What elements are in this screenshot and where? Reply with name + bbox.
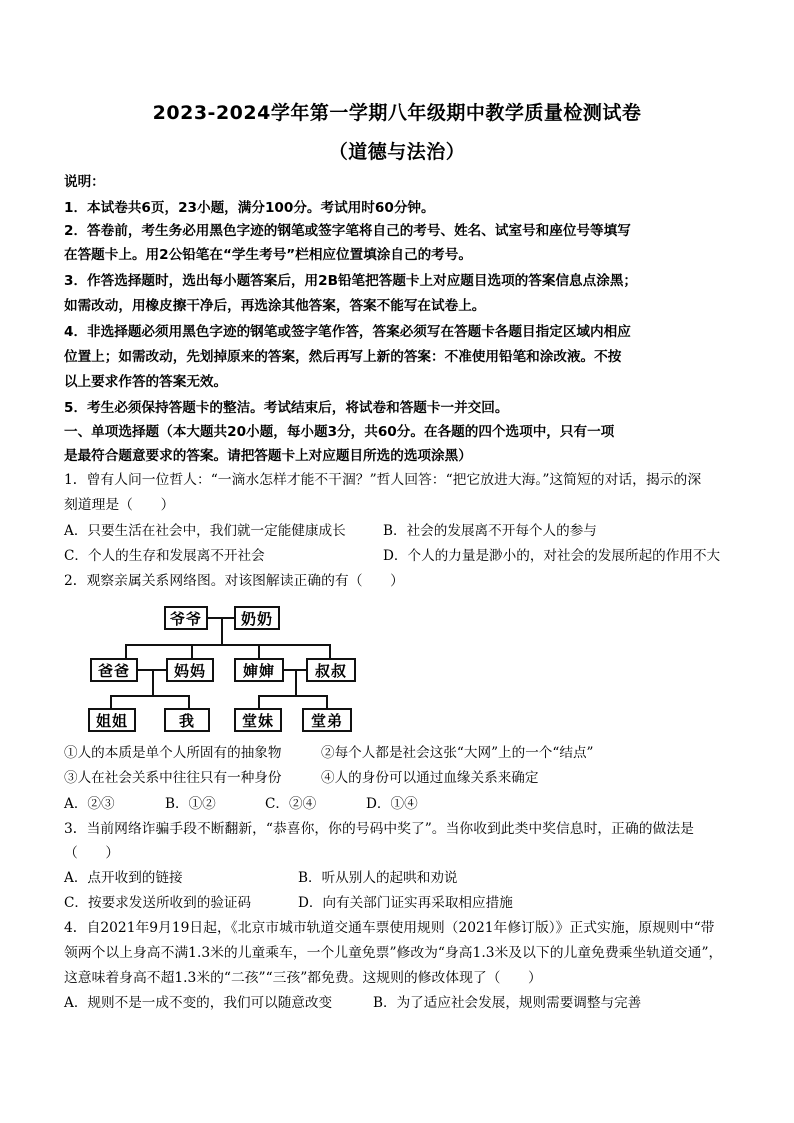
tree-connector — [221, 618, 223, 645]
q2-option-d: D．①④ — [366, 796, 418, 812]
q1-option-d: D．个人的力量是渺小的，对社会的发展所起的作用不大 — [383, 548, 721, 564]
question-1-stem: 1．曾有人问一位哲人：“一滴水怎样才能不干涸？”哲人回答：“把它放进大海。”这简短的对话，揭示的深 — [64, 472, 702, 488]
node-grandma: 奶奶 — [234, 606, 280, 630]
question-4-stem: 领两个以上身高不满1.3米的儿童乘车，一个儿童免票”修改为“身高1.3米及以下的儿童免费乘坐轨道交通”， — [64, 945, 723, 961]
tree-connector — [110, 695, 112, 709]
instruction-line: 1．本试卷共6页，23小题，满分100分。考试用时60分钟。 — [64, 200, 435, 216]
q2-option-c: C．②④ — [265, 796, 317, 812]
instructions-label: 说明： — [64, 174, 105, 190]
tree-connector — [258, 695, 260, 709]
tree-connector — [125, 644, 329, 646]
node-grandpa: 爷爷 — [164, 606, 208, 630]
q3-option-c: C．按要求发送所收到的验证码 — [64, 895, 252, 911]
tree-connector — [258, 644, 260, 658]
instruction-line: 位置上；如需改动，先划掉原来的答案，然后再写上新的答案：不准使用铅笔和涂改液。不按 — [64, 349, 622, 365]
q1-option-c: C．个人的生存和发展离不开社会 — [64, 548, 265, 564]
tree-connector — [191, 644, 193, 658]
node-mom: 妈妈 — [166, 658, 214, 682]
tree-connector — [125, 644, 127, 658]
question-4-stem: 这意味着身高不超1.3米的“二孩”“三孩”都免费。这规则的修改体现了（ ） — [64, 970, 542, 986]
exam-subject: （道德与法治） — [328, 141, 466, 163]
node-uncle: 叔叔 — [306, 658, 356, 682]
q3-option-b: B．听从别人的起哄和劝说 — [298, 870, 458, 886]
instruction-line: 在答题卡上。用2公铅笔在“学生考号”栏相应位置填涂自己的考号。 — [64, 247, 472, 263]
node-cousin-brother: 堂弟 — [302, 708, 352, 732]
q1-option-b: B．社会的发展离不开每个人的参与 — [383, 523, 597, 539]
family-tree-diagram — [88, 604, 368, 732]
question-3-stem: 3．当前网络诈骗手段不断翻新，“恭喜你，你的号码中奖了”。当你收到此类中奖信息时，正确的做法是 — [64, 821, 694, 837]
node-cousin-sister: 堂妹 — [234, 708, 282, 732]
q2-statement-3: ③人在社会关系中往往只有一种身份 — [64, 770, 282, 786]
tree-connector — [110, 695, 190, 697]
question-1-stem: 刻道理是（ ） — [64, 497, 175, 513]
section-heading: 一、单项选择题（本大题共20小题，每小题3分，共60分。在各题的四个选项中，只有一项 — [64, 424, 615, 440]
tree-connector — [295, 670, 297, 696]
tree-connector — [258, 695, 328, 697]
q3-option-a: A．点开收到的链接 — [64, 870, 183, 886]
instruction-line: 4．非选择题必须用黑色字迹的钢笔或签字笔作答，答案必须写在答题卡各题目指定区域内相应 — [64, 324, 631, 340]
q2-option-b: B．①② — [165, 796, 216, 812]
exam-title: 2023-2024学年第一学期八年级期中教学质量检测试卷 — [152, 102, 642, 124]
node-me: 我 — [164, 708, 210, 732]
q2-statement-1: ①人的本质是单个人所固有的抽象物 — [64, 745, 282, 761]
q2-statement-4: ④人的身份可以通过血缘关系来确定 — [321, 770, 539, 786]
q2-option-a: A．②③ — [64, 796, 115, 812]
q2-statement-2: ②每个人都是社会这张“大网”上的一个“结点” — [321, 745, 594, 761]
q1-option-a: A．只要生活在社会中，我们就一定能健康成长 — [64, 523, 346, 539]
instruction-line: 以上要求作答的答案无效。 — [64, 374, 228, 390]
q3-option-d: D．向有关部门证实再采取相应措施 — [298, 895, 513, 911]
instruction-line: 2．答卷前，考生务必用黑色字迹的钢笔或签字笔将自己的考号、姓名、试室号和座位号等填写 — [64, 223, 631, 239]
section-heading: 是最符合题意要求的答案。请把答题卡上对应题目所选的选项涂黑） — [64, 448, 472, 464]
tree-connector — [188, 695, 190, 709]
q4-option-a: A．规则不是一成不变的，我们可以随意改变 — [64, 995, 333, 1011]
tree-connector — [152, 670, 154, 696]
node-sister: 姐姐 — [88, 708, 136, 732]
node-dad: 爸爸 — [90, 658, 138, 682]
question-2-stem: 2．观察亲属关系网络图。对该图解读正确的有（ ） — [64, 573, 404, 589]
question-4-stem: 4．自2021年9月19日起，《北京市城市轨道交通车票使用规则（2021年修订版）》正式实施，原规则中“带 — [64, 920, 715, 936]
instruction-line: 3．作答选择题时，选出每小题答案后，用2B铅笔把答题卡上对应题目选项的答案信息点涂黑； — [64, 273, 638, 289]
tree-connector — [329, 644, 331, 658]
instruction-line: 如需改动，用橡皮擦干净后，再选涂其他答案，答案不能写在试卷上。 — [64, 298, 486, 314]
tree-connector — [326, 695, 328, 709]
question-3-stem: （ ） — [64, 845, 120, 861]
q4-option-b: B．为了适应社会发展，规则需要调整与完善 — [373, 995, 642, 1011]
instruction-line: 5．考生必须保持答题卡的整洁。考试结束后，将试卷和答题卡一并交回。 — [64, 400, 509, 416]
node-aunt: 婶婶 — [234, 658, 284, 682]
